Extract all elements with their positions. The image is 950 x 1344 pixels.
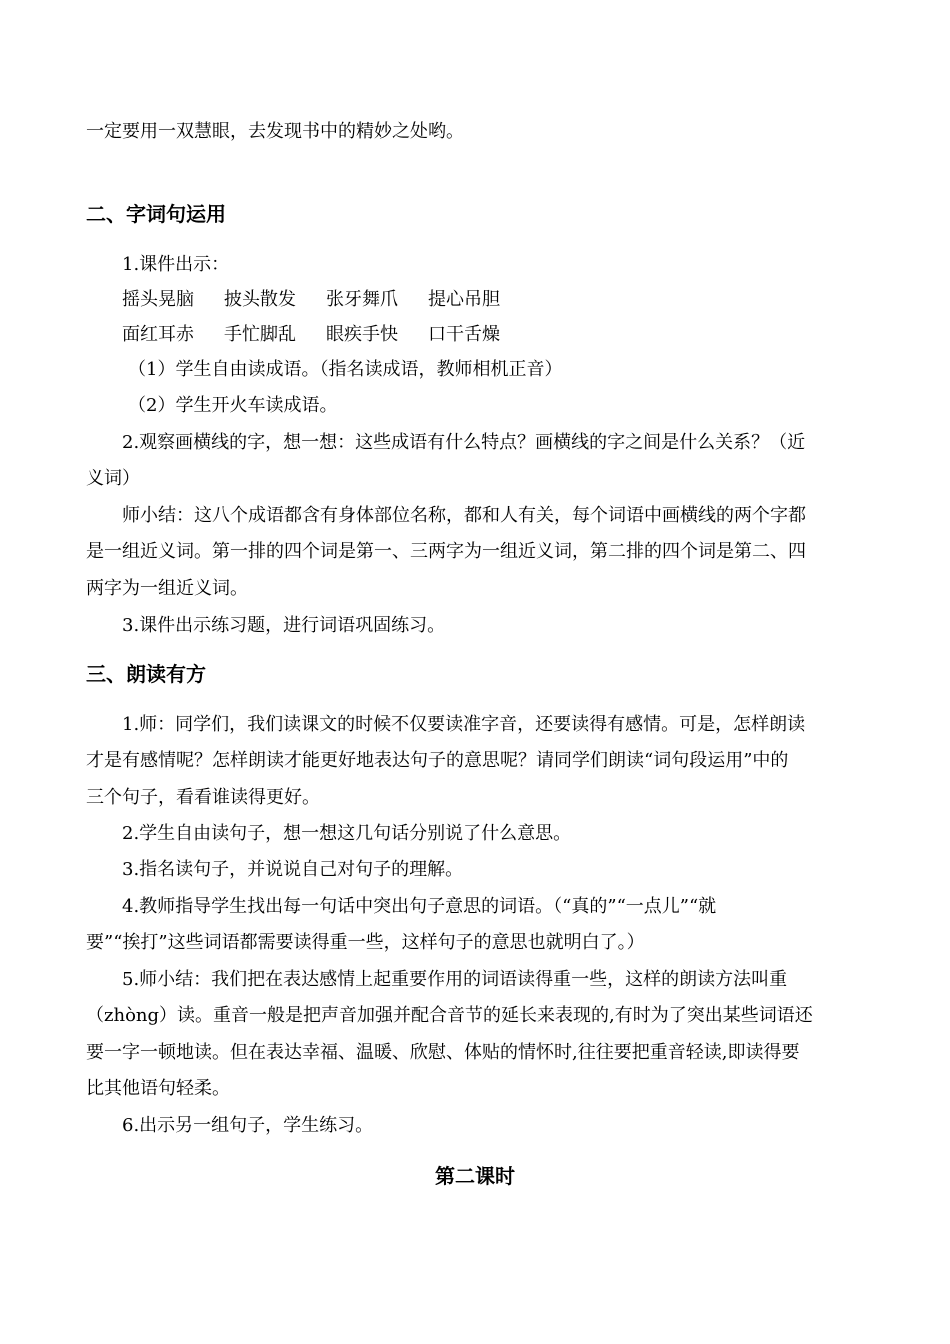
idiom: 披头散发 (224, 289, 296, 310)
section-3-item-5-line-2: （zhòng）读。重音一般是把声音加强并配合音节的延长来表现的,有时为了突出某些词语还 (86, 1005, 813, 1026)
section-3-item-5-line-4: 比其他语句轻柔。 (86, 1078, 230, 1099)
teacher-summary-line-2: 是一组近义词。第一排的四个词是第一、三两字为一组近义词，第二排的四个词是第二、四 (86, 541, 806, 562)
section-3-item-6: 6.出示另一组句子，学生练习。 (122, 1115, 374, 1136)
idiom-row-2 (122, 323, 902, 347)
idiom: 口干舌燥 (428, 324, 500, 345)
intro-tail-text: 一定要用一双慧眼，去发现书中的精妙之处哟。 (86, 121, 464, 142)
idiom: 手忙脚乱 (224, 324, 296, 345)
teacher-summary-line-3: 两字为一组近义词。 (86, 578, 248, 599)
idiom: 张牙舞爪 (326, 289, 398, 310)
idiom-row-1 (122, 288, 902, 312)
section-2-item-2-line-1: 2.观察画横线的字，想一想：这些成语有什么特点？画横线的字之间是什么关系？（近 (122, 432, 806, 453)
section-3-item-1-line-2: 才是有感情呢？怎样朗读才能更好地表达句子的意思呢？请同学们朗读“词句段运用”中的 (86, 750, 789, 771)
section-3-item-2: 2.学生自由读句子，想一想这几句话分别说了什么意思。 (122, 823, 572, 844)
section-2-heading: 二、字词句运用 (86, 202, 226, 226)
idiom: 摇头晃脑 (122, 289, 194, 310)
section-2-sub-1: （1）学生自由读成语。（指名读成语，教师相机正音） (128, 359, 563, 380)
section-3-item-1-line-1: 1.师：同学们，我们读课文的时候不仅要读准字音，还要读得有感情。可是，怎样朗读 (122, 714, 806, 735)
section-2-item-1: 1.课件出示： (122, 254, 230, 275)
section-3-item-4-line-1: 4.教师指导学生找出每一句话中突出句子意思的词语。（“真的”“一点儿”“就 (122, 896, 717, 917)
section-2-sub-2: （2）学生开火车读成语。 (128, 395, 338, 416)
teacher-summary-line-1: 师小结：这八个成语都含有身体部位名称，都和人有关，每个词语中画横线的两个字都 (122, 505, 806, 526)
idiom: 提心吊胆 (428, 289, 500, 310)
section-3-item-4-line-2: 要”“挨打”这些词语都需要读得重一些，这样句子的意思也就明白了。） (86, 932, 645, 953)
section-3-item-1-line-3: 三个句子，看看谁读得更好。 (86, 787, 320, 808)
section-3-heading: 三、朗读有方 (86, 662, 206, 686)
section-3-item-5-line-3: 要一字一顿地读。但在表达幸福、温暖、欣慰、体贴的情怀时,往往要把重音轻读,即读得要 (86, 1042, 800, 1063)
idiom: 眼疾手快 (326, 324, 398, 345)
section-3-item-5-line-1: 5.师小结：我们把在表达感情上起重要作用的词语读得重一些，这样的朗读方法叫重 (122, 969, 788, 990)
idiom: 面红耳赤 (122, 324, 194, 345)
section-3-item-3: 3.指名读句子，并说说自己对句子的理解。 (122, 859, 464, 880)
section-2-item-2-line-2: 义词） (86, 468, 140, 489)
section-2-item-3: 3.课件出示练习题，进行词语巩固练习。 (122, 615, 446, 636)
lesson-2-title: 第二课时 (435, 1164, 515, 1188)
